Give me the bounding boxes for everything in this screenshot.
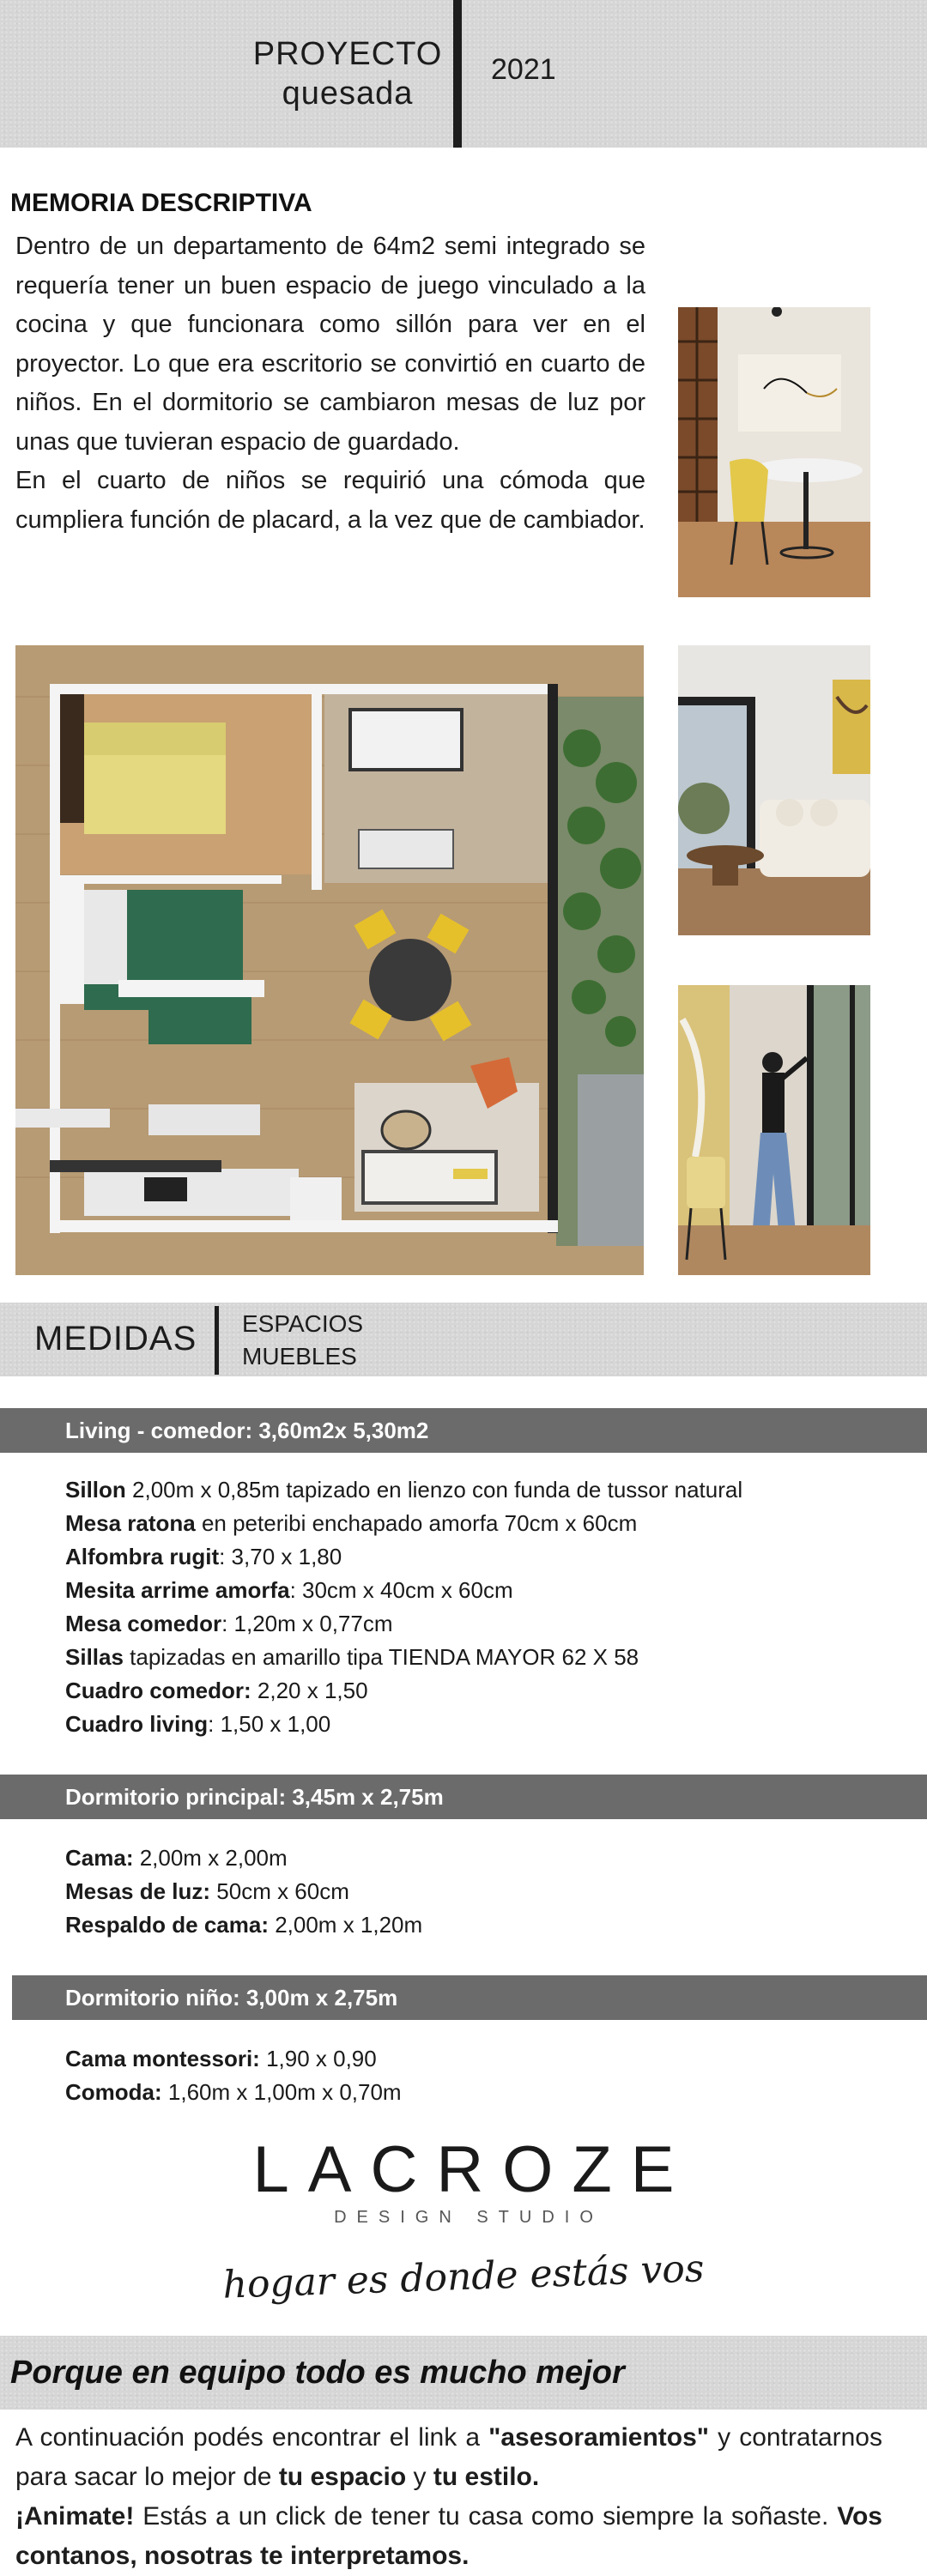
section-heading-dormitorio-principal-bold: Dormitorio principal <box>65 1784 279 1810</box>
brand-tagline: hogar es donde estás vos <box>221 2246 706 2307</box>
spec-line: Sillon 2,00m x 0,85m tapizado en lienzo con funda de tussor natural <box>65 1477 743 1503</box>
spec-line: Cuadro comedor: 2,20 x 1,50 <box>65 1678 368 1703</box>
section-heading-dormitorio-principal-rest: : 3,45m x 2,75m <box>278 1784 444 1810</box>
living-room-photo <box>678 645 870 935</box>
brand-logo: LACROZE <box>252 2133 694 2206</box>
spec-line: Mesas de luz: 50cm x 60cm <box>65 1878 349 1904</box>
project-title-line2: quesada <box>282 76 414 112</box>
spec-line: Mesa ratona en peteribi enchapado amorfa 70cm x 60cm <box>65 1510 638 1536</box>
memoria-body <box>15 227 645 540</box>
dormitorio-principal-spec-list <box>65 1841 422 1942</box>
project-title-line1: PROYECTO <box>252 36 443 72</box>
spec-line: Alfombra rugit: 3,70 x 1,80 <box>65 1544 342 1569</box>
spec-line: Cuadro living: 1,50 x 1,00 <box>65 1711 331 1737</box>
section-heading-living-bold: Living - comedor: 3,60m2x 5,30m2 <box>65 1418 429 1443</box>
floor-plan-render <box>15 645 644 1275</box>
spec-line: Cama montessori: 1,90 x 0,90 <box>65 2046 377 2071</box>
spec-line: Sillas tapizadas en amarillo tipa TIENDA MAYOR 62 X 58 <box>65 1644 639 1670</box>
woman-window-photo <box>678 985 870 1275</box>
dormitorio-nino-spec-list <box>65 2042 402 2109</box>
medidas-subtitles <box>242 1308 363 1373</box>
section-heading-dormitorio-principal <box>0 1775 927 1819</box>
medidas-divider <box>215 1306 219 1375</box>
project-year: 2021 <box>491 53 556 86</box>
spec-line: Mesa comedor: 1,20m x 0,77cm <box>65 1611 393 1636</box>
footer-body <box>15 2418 882 2576</box>
section-heading-dormitorio-nino-bold: Dormitorio niño: 3,00m x 2,75m <box>65 1985 398 2011</box>
project-title <box>215 34 481 113</box>
dining-room-photo <box>678 307 870 597</box>
spec-line: Respaldo de cama: 2,00m x 1,20m <box>65 1912 423 1938</box>
medidas-title: MEDIDAS <box>34 1320 197 1358</box>
living-spec-list <box>65 1473 742 1741</box>
memoria-title: MEMORIA DESCRIPTIVA <box>10 189 312 217</box>
spec-line: Mesita arrime amorfa: 30cm x 40cm x 60cm <box>65 1577 513 1603</box>
spec-line: Cama: 2,00m x 2,00m <box>65 1845 288 1871</box>
medidas-sub-muebles: MUEBLES <box>242 1343 357 1370</box>
footer-paragraph-2: ¡Animate! Estás a un click de tener tu casa como siempre la soñaste. Vos contanos, nosotras te interpretamos. <box>15 2502 882 2570</box>
memoria-paragraph-1: Dentro de un departamento de 64m2 semi integrado se requería tener un buen espacio de juego vinculado a la cocina y que funcionara como sillón para ver en el proyector. Lo que era escritorio se convirtió en cuarto de niños. En el dormitorio se cambiaron mesas de luz por unas que tuvieran espacio de guardado. <box>15 233 645 456</box>
header-divider <box>453 0 462 148</box>
section-heading-dormitorio-nino <box>12 1975 927 2020</box>
spec-line: Comoda: 1,60m x 1,00m x 0,70m <box>65 2079 402 2105</box>
brand-subtitle: DESIGN STUDIO <box>334 2208 603 2227</box>
memoria-paragraph-2: En el cuarto de niños se requirió una cómoda que cumpliera función de placard, a la vez que de cambiador. <box>15 467 645 534</box>
footer-heading: Porque en equipo todo es mucho mejor <box>10 2355 625 2391</box>
medidas-sub-espacios: ESPACIOS <box>242 1310 364 1337</box>
section-heading-living <box>0 1408 927 1453</box>
footer-paragraph-1: A continuación podés encontrar el link a "asesoramientos" y contratarnos para sacar lo mejor de tu espacio y tu estilo. <box>15 2423 882 2491</box>
